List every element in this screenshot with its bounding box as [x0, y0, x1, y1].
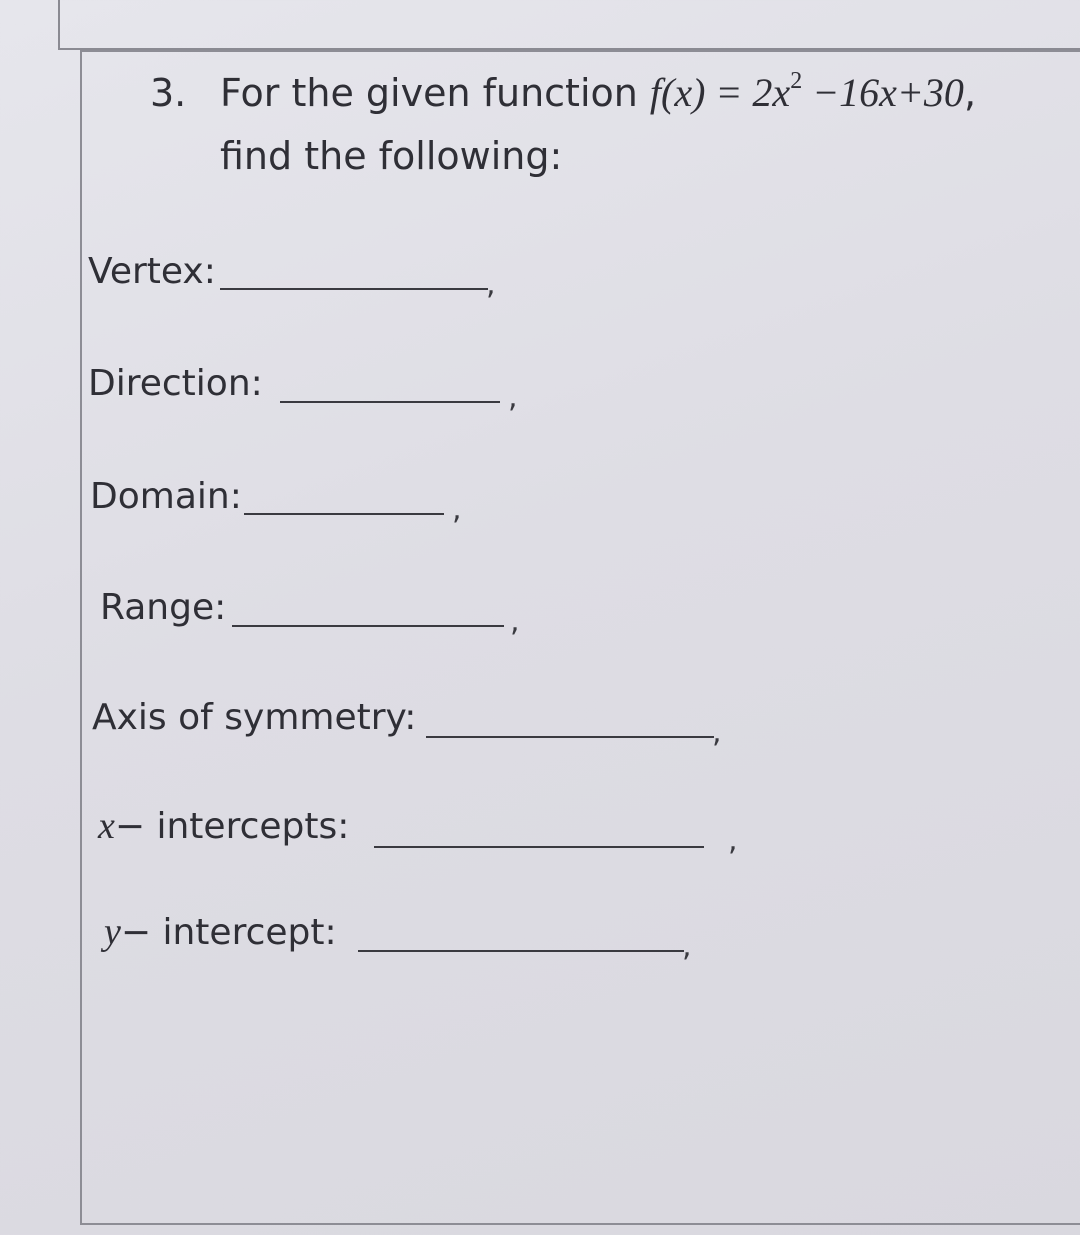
prompt-comma: , [963, 71, 977, 115]
question-prompt [220, 70, 976, 116]
range-label: Range: [100, 587, 227, 628]
domain-label: Domain: [90, 476, 242, 517]
question-instruction: find the following: [220, 134, 563, 178]
y-intercept-text: − intercept: [120, 912, 337, 953]
x-intercepts-label [98, 804, 349, 849]
function-expression [650, 70, 964, 115]
domain-blank[interactable] [244, 513, 444, 515]
vertex-label: Vertex: [88, 251, 216, 292]
function-text: f(x) = 2x [649, 70, 791, 115]
direction-comma: , [508, 380, 518, 415]
question-card [80, 50, 1080, 1225]
previous-question-border [58, 0, 1080, 50]
function-exponent: 2 [790, 68, 803, 94]
y-variable: y [104, 911, 121, 953]
function-rest: −16x+30 [802, 70, 964, 115]
prompt-prefix: For the given function [220, 71, 650, 115]
y-intercept-label [104, 910, 337, 955]
direction-blank[interactable] [280, 401, 500, 403]
vertex-comma: , [486, 267, 496, 302]
direction-label: Direction: [88, 363, 263, 404]
y-intercept-blank[interactable] [358, 950, 684, 952]
x-intercepts-blank[interactable] [374, 846, 704, 848]
question-number: 3. [150, 71, 187, 115]
x-intercepts-text: − intercepts: [114, 806, 350, 847]
axis-blank[interactable] [426, 736, 714, 738]
range-comma: , [510, 604, 520, 639]
y-intercept-comma: , [682, 929, 692, 964]
x-intercepts-comma: , [728, 823, 738, 858]
domain-comma: , [452, 492, 462, 527]
x-variable: x [98, 805, 115, 847]
axis-label: Axis of symmetry: [92, 697, 417, 738]
range-blank[interactable] [232, 625, 504, 627]
axis-comma: , [712, 715, 722, 750]
vertex-blank[interactable] [220, 288, 488, 290]
